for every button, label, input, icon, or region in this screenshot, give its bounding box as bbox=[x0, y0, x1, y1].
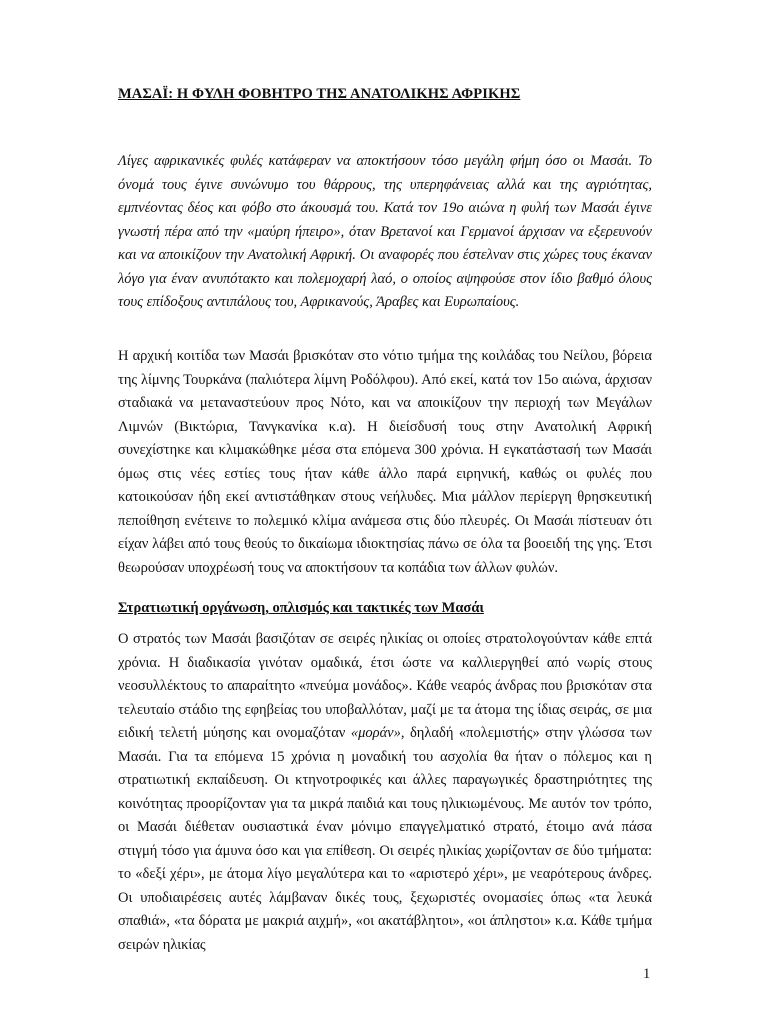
paragraph-text-part-1: Ο στρατός των Μασάι βασιζόταν σε σειρές ηλικίας οι οποίες στρατολογούνταν κάθε επτά χρόνια. Η διαδικασία γινόταν ομαδικά, έτσι ώστε να καλλιεργηθεί από νωρίς στους νεοσυλλέκτους το απαραίτητο «πνεύμα μονάδος». Κάθε νεαρός άνδρας που βρισκόταν στα τελευταίο στάδιο της εφηβείας του υποβαλλόταν, μαζί με τα άτομα της ίδιας σειράς, σε μια ειδική τελετή μύησης και ονομαζόταν bbox=[118, 631, 652, 741]
paragraph-text-part-2: , δηλαδή «πολεμιστής» στην γλώσσα των Μασάι. Για τα επόμενα 15 χρόνια η μοναδική του ασχολία θα ήταν ο πόλεμος και η στρατιωτική εκπαίδευση. Οι κτηνοτροφικές και άλλες παραγωγικές δραστηριότητες της κοινότητας προορίζονταν για τα μικρά παιδιά και τους ηλικιωμένους. Με αυτόν τον τρόπο, οι Μασάι διέθεταν ουσιαστικά έναν μόνιμο επαγγελματικό στρατό, έτοιμο ανά πάσα στιγμή τόσο για άμυνα όσο και για επίθεση. Οι σειρές ηλικίας χωρίζονταν σε δύο τμήματα: το «δεξί χέρι», με άτομα λίγο μεγαλύτερα και το «αριστερό χέρι», με νεαρότερους άνδρες. Οι υποδιαιρέσεις αυτές λάμβαναν δικές τους, ξεχωριστές ονομασίες όπως «τα λευκά σπαθιά», «τα δόρατα με μακριά αιχμή», «οι ακατάβλητοι», «οι άπληστοι» κ.α. Κάθε τμήμα σειρών ηλικίας bbox=[118, 725, 652, 953]
section-heading: Στρατιωτική οργάνωση, οπλισμός και τακτικές των Μασάι bbox=[118, 600, 484, 616]
term-moran: «μοράν» bbox=[350, 725, 401, 741]
page-number: 1 bbox=[643, 966, 651, 982]
body-paragraph-military bbox=[118, 628, 652, 957]
document-title: ΜΑΣΑΪ: Η ΦΥΛΗ ΦΟΒΗΤΡΟ ΤΗΣ ΑΝΑΤΟΛΙΚΗΣ ΑΦΡΙΚΗΣ bbox=[118, 86, 521, 102]
body-paragraph-origins: Η αρχική κοιτίδα των Μασάι βρισκόταν στο νότιο τμήμα της κοιλάδας του Νείλου, βόρεια της λίμνης Τουρκάνα (παλιότερα λίμνη Ροδόλφου). Από εκεί, κατά τον 15ο αιώνα, άρχισαν σταδιακά να μεταναστεύουν προς Νότο, και να αποικίζουν την περιοχή των Μεγάλων Λιμνών (Βικτώρια, Τανγκανίκα κ.α). Η διείσδυσή τους στην Ανατολική Αφρική συνεχίστηκε και κλιμακώθηκε μέσα στα επόμενα 300 χρόνια. Η εγκατάστασή των Μασάι όμως στις νέες εστίες τους ήταν κάθε άλλο παρά ειρηνική, καθώς οι φυλές που κατοικούσαν ήδη εκεί αντιστάθηκαν στους νεήλυδες. Μια μάλλον περίεργη θρησκευτική πεποίθηση ενέτεινε το πολεμικό κλίμα ανάμεσα στις δύο πλευρές. Οι Μασάι πίστευαν ότι είχαν λάβει από τους θεούς το δικαίωμα ιδιοκτησίας πάνω σε όλα τα βοοειδή της γης. Έτσι θεωρούσαν υποχρέωσή τους να αποκτήσουν τα κοπάδια των άλλων φυλών. bbox=[118, 348, 652, 576]
intro-paragraph: Λίγες αφρικανικές φυλές κατάφεραν να αποκτήσουν τόσο μεγάλη φήμη όσο οι Μασάι. Το όνομά τους έγινε συνώνυμο του θάρρους, της υπερηφάνειας αλλά και της αγριότητας, εμπνέοντας δέος και φόβο στο άκουσμά του. Κατά τον 19ο αιώνα η φυλή των Μασάι έγινε γνωστή πέρα από την «μαύρη ήπειρο», όταν Βρετανοί και Γερμανοί άρχισαν να εξερευνούν και να αποικίζουν την Ανατολική Αφρική. Οι αναφορές που έστελναν στις χώρες τους έκαναν λόγο για έναν ανυπότακτο και πολεμοχαρή λαό, ο οποίος αψηφούσε στον ίδιο βαθμό όλους τους επίδοξους αντιπάλους του, Αφρικανούς, Άραβες και Ευρωπαίους. bbox=[118, 153, 652, 310]
